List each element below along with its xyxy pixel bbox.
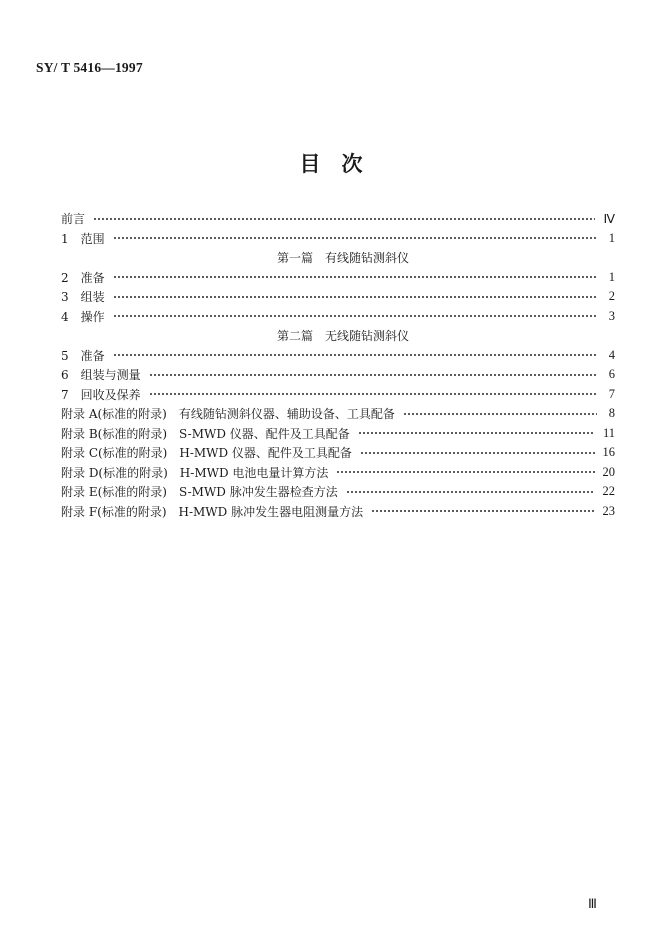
toc-entry-page: 3	[608, 308, 615, 323]
toc-entry-label: 7 回收及保养	[61, 387, 141, 402]
toc-entry[interactable]	[61, 365, 615, 385]
toc-entry-page: 4	[608, 347, 615, 362]
toc-entry[interactable]	[61, 209, 615, 229]
toc-entry-page: 22	[602, 484, 615, 499]
dot-leader	[149, 393, 597, 395]
toc-entry-label: 附录 E(标准的附录) S-MWD 脉冲发生器检查方法	[61, 485, 338, 500]
toc-entry[interactable]	[61, 287, 615, 307]
toc-entry-page: 23	[602, 503, 615, 518]
toc-entry-label: 附录 C(标准的附录) H-MWD 仪器、配件及工具配备	[61, 446, 352, 461]
toc-entry[interactable]	[61, 482, 615, 502]
dot-leader	[113, 354, 597, 356]
table-of-contents	[61, 209, 615, 521]
toc-entry-page: 16	[602, 445, 615, 460]
toc-part-label: 第一篇 有线随钻测斜仪	[276, 251, 409, 266]
toc-entry[interactable]	[61, 463, 615, 483]
dot-leader	[93, 218, 595, 220]
toc-entry-label: 4 操作	[61, 309, 105, 324]
toc-entry[interactable]	[61, 443, 615, 463]
toc-entry[interactable]	[61, 385, 615, 405]
toc-entry-page: 8	[608, 406, 615, 421]
dot-leader	[403, 413, 597, 415]
toc-entry-label: 5 准备	[61, 348, 105, 363]
toc-entry-page: 20	[602, 464, 615, 479]
toc-entry[interactable]	[61, 404, 615, 424]
toc-part-heading	[61, 326, 615, 346]
toc-entry-label: 附录 F(标准的附录) H-MWD 脉冲发生器电阻测量方法	[61, 504, 364, 519]
dot-leader	[358, 432, 595, 434]
toc-entry-label: 附录 B(标准的附录) S-MWD 仪器、配件及工具配备	[61, 426, 350, 441]
toc-entry-label: 6 组装与测量	[61, 368, 141, 383]
standard-code: SY/ T 5416—1997	[36, 60, 143, 75]
toc-entry-label: 3 组装	[61, 290, 105, 305]
toc-entry-page: Ⅳ	[603, 211, 615, 226]
dot-leader	[336, 471, 594, 473]
toc-entry-page: 1	[608, 269, 615, 284]
dot-leader	[113, 276, 597, 278]
toc-entry-label: 附录 A(标准的附录) 有线随钻测斜仪器、辅助设备、工具配备	[61, 407, 395, 422]
toc-part-label: 第二篇 无线随钻测斜仪	[276, 329, 409, 344]
dot-leader	[149, 374, 597, 376]
toc-entry-page: 7	[608, 386, 615, 401]
toc-entry-page: 11	[602, 425, 615, 440]
toc-entry[interactable]	[61, 424, 615, 444]
page-title: 目 次	[299, 152, 363, 176]
dot-leader	[360, 452, 595, 454]
toc-entry[interactable]	[61, 502, 615, 522]
toc-entry-page: 2	[608, 289, 615, 304]
toc-entry-page: 1	[608, 230, 615, 245]
toc-entry-label: 前言	[61, 212, 86, 227]
dot-leader	[113, 237, 597, 239]
toc-entry-label: 附录 D(标准的附录) H-MWD 电池电量计算方法	[61, 465, 329, 480]
dot-leader	[113, 296, 597, 298]
toc-entry-label: 2 准备	[61, 270, 105, 285]
toc-entry[interactable]	[61, 268, 615, 288]
page-number: Ⅲ	[588, 896, 597, 911]
dot-leader	[346, 491, 595, 493]
toc-part-heading	[61, 248, 615, 268]
toc-entry-label: 1 范围	[61, 231, 105, 246]
toc-entry[interactable]	[61, 307, 615, 327]
dot-leader	[371, 510, 594, 512]
toc-entry[interactable]	[61, 346, 615, 366]
dot-leader	[113, 315, 597, 317]
toc-entry[interactable]	[61, 229, 615, 249]
toc-entry-page: 6	[608, 367, 615, 382]
